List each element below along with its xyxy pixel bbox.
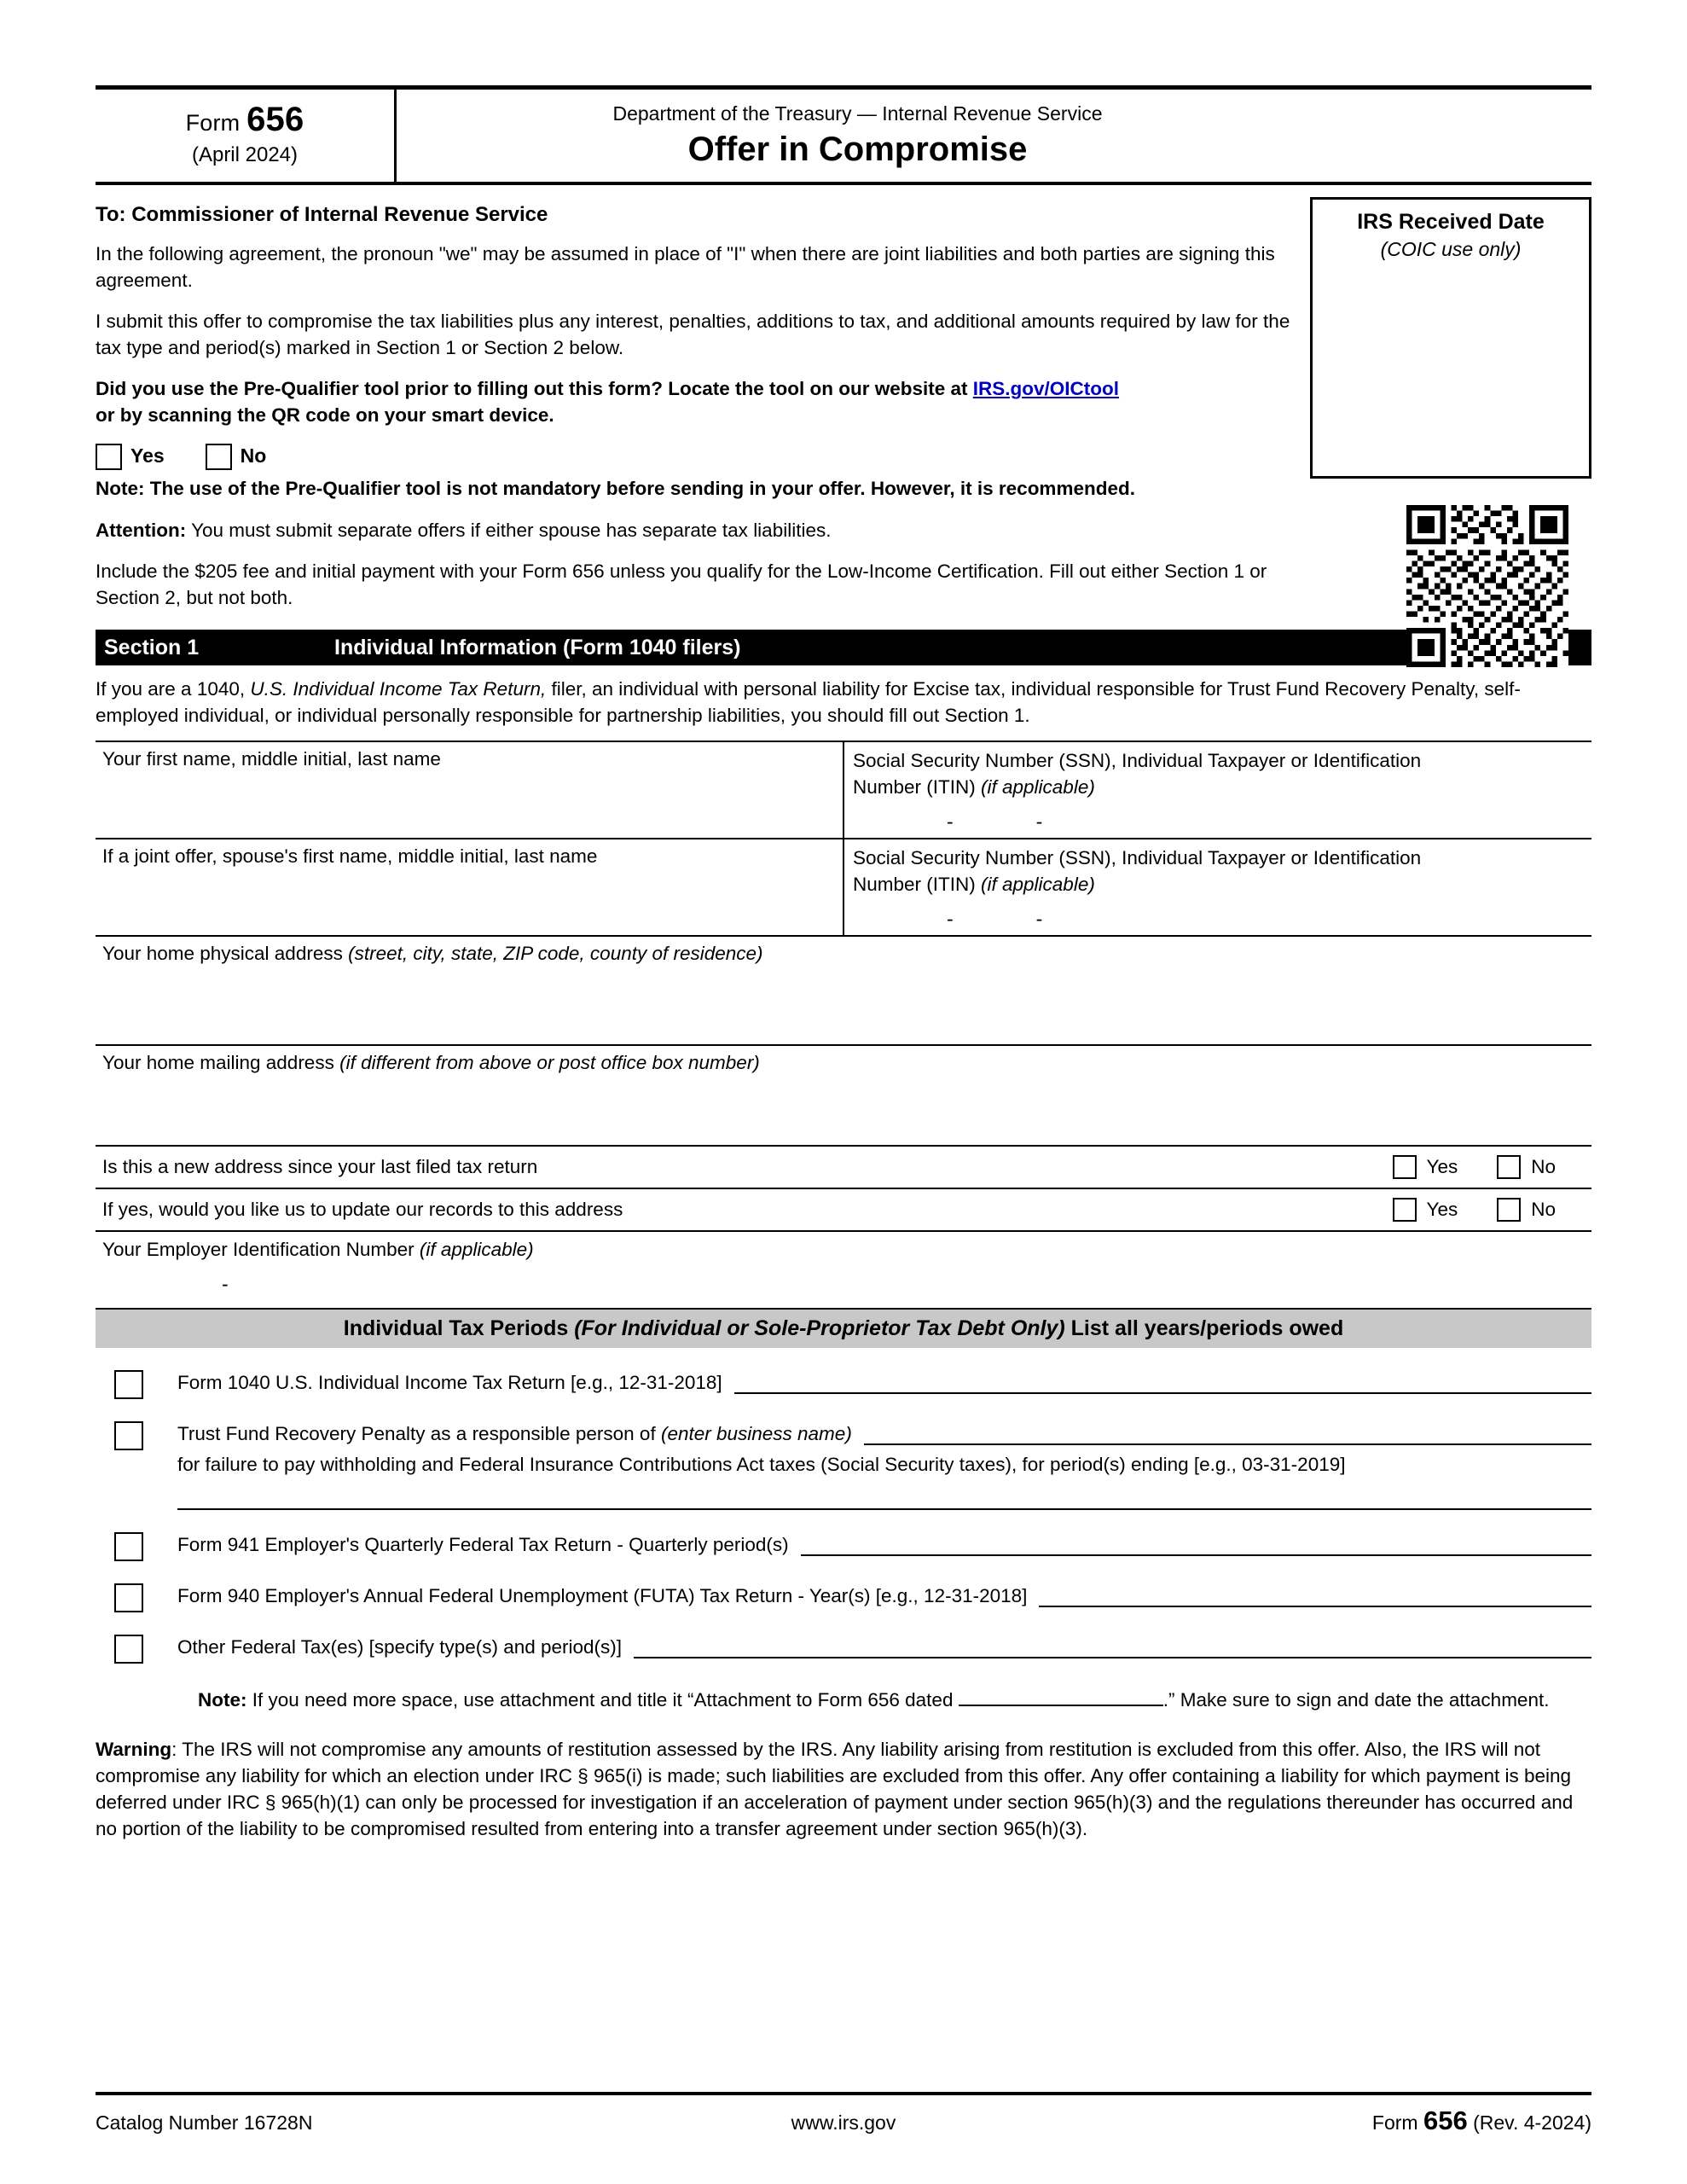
- ssn-label-line1: Social Security Number (SSN), Individual Taxpayer or Identification: [853, 750, 1422, 772]
- home-physical-address-label: Your home physical address: [102, 943, 349, 965]
- ssn-dash-separators: - -: [947, 810, 1045, 834]
- tax-period-item-1040: [96, 1367, 1591, 1399]
- section-1-bar: [96, 630, 1591, 665]
- update-records-yes-label: Yes: [1426, 1199, 1458, 1221]
- update-records-options: [1393, 1198, 1585, 1222]
- form-header: [96, 85, 1591, 185]
- new-address-options: [1393, 1155, 1585, 1179]
- intro-paragraph-2: I submit this offer to compromise the tax liabilities plus any interest, penalties, additions to tax, and additional amounts required by law for the tax type and period(s) marked in Section 1 or Section 2 below.: [96, 311, 1290, 359]
- ssn-label-italic: (if applicable): [981, 775, 1095, 798]
- prequalifier-question: [96, 375, 1315, 428]
- section-1-desc-b: filer, an individual with personal liability for Excise tax, individual responsible for Trust Fund Recovery Penalty, self-employed individual, or individual personally responsible for partnership liabilities, you should fill out Section 1.: [96, 678, 1521, 727]
- form-label: Form: [185, 110, 241, 136]
- irs-website: www.irs.gov: [791, 2111, 896, 2134]
- section-1-description: [96, 676, 1591, 729]
- taxpayer-name-row: [96, 742, 1591, 839]
- intro-paragraph-1: In the following agreement, the pronoun "we" may be assumed in place of "I" when there are joint liabilities and both parties are signing this agreement.: [96, 243, 1275, 292]
- other-federal-tax-checkbox[interactable]: [114, 1635, 143, 1664]
- attention-text: You must submit separate offers if either spouse has separate tax liabilities.: [186, 520, 832, 542]
- update-records-no-checkbox[interactable]: [1497, 1198, 1521, 1222]
- tax-period-item-other: [96, 1631, 1591, 1664]
- individual-tax-periods-bar: [96, 1308, 1591, 1348]
- tax-periods-subtitle: (For Individual or Sole-Proprietor Tax Debt Only): [574, 1316, 1065, 1341]
- trust-fund-recovery-checkbox[interactable]: [114, 1421, 143, 1450]
- footer-form-label: Form: [1371, 2111, 1423, 2134]
- qr-code-icon: [1397, 505, 1578, 667]
- page-title: Offer in Compromise: [687, 131, 1028, 168]
- form-941-periods-input[interactable]: [801, 1529, 1591, 1556]
- home-physical-address-hint: (street, city, state, ZIP code, county of residence): [348, 943, 763, 965]
- form-1040-label: Form 1040 U.S. Individual Income Tax Return [e.g., 12-31-2018]: [177, 1372, 722, 1394]
- form-940-body: [177, 1580, 1591, 1607]
- form-1040-checkbox[interactable]: [114, 1370, 143, 1399]
- irs-received-date-box: [1310, 197, 1591, 479]
- trust-fund-second-line: for failure to pay withholding and Federal Insurance Contributions Act taxes (Social Security taxes), for period(s) ending [e.g., 03-31-2019]: [177, 1454, 1346, 1476]
- trust-fund-recovery-body: [177, 1418, 1591, 1510]
- new-address-yes-checkbox[interactable]: [1393, 1155, 1417, 1179]
- catalog-number: Catalog Number 16728N: [96, 2111, 313, 2134]
- spouse-name-label: If a joint offer, spouse's first name, middle initial, last name: [102, 845, 598, 868]
- attention-paragraph: [96, 517, 1315, 543]
- prequalifier-yes-checkbox[interactable]: [96, 444, 122, 470]
- ein-dash-separator: -: [222, 1273, 229, 1296]
- prequalifier-no-label: No: [240, 444, 267, 468]
- section-1-desc-a: If you are a 1040,: [96, 678, 251, 700]
- spouse-ssn-field[interactable]: [844, 839, 1591, 935]
- attachment-note-label: Note:: [198, 1689, 247, 1711]
- form-1040-periods-input[interactable]: [734, 1367, 1591, 1394]
- form-941-label: Form 941 Employer's Quarterly Federal Tax Return - Quarterly period(s): [177, 1534, 789, 1556]
- attachment-note-text-b: .” Make sure to sign and date the attachment.: [1162, 1689, 1550, 1711]
- ein-label-hint: (if applicable): [419, 1239, 534, 1261]
- other-federal-tax-body: [177, 1631, 1591, 1658]
- section-1-label: Section 1: [104, 635, 200, 659]
- update-records-question: If yes, would you like us to update our records to this address: [102, 1199, 623, 1221]
- home-mailing-address-label: Your home mailing address: [102, 1052, 340, 1074]
- spouse-ssn-dash-separators: - -: [947, 908, 1045, 931]
- spouse-name-field[interactable]: [96, 839, 844, 935]
- irs-received-date-subtitle: (COIC use only): [1380, 238, 1522, 260]
- form-id-block: [96, 90, 397, 182]
- update-records-no-label: No: [1531, 1199, 1556, 1221]
- tax-periods-tail: List all years/periods owed: [1064, 1316, 1344, 1341]
- tax-period-item-941: [96, 1529, 1591, 1561]
- warning-text: : The IRS will not compromise any amounts of restitution assessed by the IRS. Any liability arising from restitution is excluded from this offer. Also, the IRS will not compromise any liability for which an election under IRC § 965(i) is made; such liabilities are excluded from this offer. Any offer containing a liability for which payment is being deferred under IRC § 965(h)(1) can only be processed for investigation if an acceleration of payment under section 965(h)(3) and the regulations thereunder has occurred and no portion of the liability to be compromised resulted from entering into a transfer agreement under section 965(h)(3).: [96, 1738, 1574, 1840]
- update-records-question-row: [96, 1189, 1591, 1232]
- department-line: Department of the Treasury — Internal Revenue Service: [612, 102, 1103, 125]
- other-federal-tax-label: Other Federal Tax(es) [specify type(s) and period(s)]: [177, 1636, 623, 1658]
- form-number-line: [186, 101, 304, 139]
- attention-label: Attention:: [96, 520, 187, 542]
- irs-oic-tool-link[interactable]: IRS.gov/OICtool: [972, 378, 1120, 400]
- section-1-desc-italic: U.S. Individual Income Tax Return,: [250, 678, 547, 700]
- taxpayer-info-grid: [96, 741, 1591, 1296]
- spouse-name-row: [96, 839, 1591, 937]
- home-mailing-address-field[interactable]: [96, 1046, 1591, 1147]
- form-title-block: [397, 90, 1591, 182]
- form-940-label: Form 940 Employer's Annual Federal Unemployment (FUTA) Tax Return - Year(s) [e.g., 12-31-2018]: [177, 1585, 1028, 1607]
- form-revision-date: (April 2024): [191, 143, 299, 166]
- fee-paragraph: Include the $205 fee and initial payment with your Form 656 unless you qualify for the Low-Income Certification. Fill out either Section 1 or Section 2, but not both.: [96, 561, 1267, 609]
- your-ssn-field[interactable]: [844, 742, 1591, 838]
- intro-text-column: [96, 200, 1315, 611]
- spouse-ssn-label-line2: Number (ITIN): [853, 873, 982, 895]
- spouse-ssn-label-italic: (if applicable): [981, 873, 1095, 895]
- footer-form-id: [1093, 2106, 1591, 2136]
- form-940-checkbox[interactable]: [114, 1583, 143, 1612]
- ein-field[interactable]: [96, 1232, 1591, 1296]
- new-address-question: Is this a new address since your last filed tax return: [102, 1156, 538, 1178]
- prequalifier-question-text: Did you use the Pre-Qualifier tool prior to filling out this form? Locate the tool on our website at: [96, 378, 973, 400]
- new-address-question-row: [96, 1147, 1591, 1189]
- prequalifier-note: Note: The use of the Pre-Qualifier tool is not mandatory before sending in your offer. However, it is recommended.: [96, 478, 1135, 500]
- update-records-yes-checkbox[interactable]: [1393, 1198, 1417, 1222]
- new-address-yes-label: Yes: [1426, 1156, 1458, 1178]
- home-mailing-address-hint: (if different from above or post office box number): [339, 1052, 760, 1074]
- new-address-no-checkbox[interactable]: [1497, 1155, 1521, 1179]
- intro-section: [96, 185, 1591, 611]
- tax-period-item-tfrp: [96, 1418, 1591, 1510]
- footer-form-revision: (Rev. 4-2024): [1467, 2111, 1592, 2134]
- attachment-note-text-a: If you need more space, use attachment and title it “Attachment to Form 656 dated: [246, 1689, 959, 1711]
- tfrp-label-hint: (enter business name): [660, 1423, 852, 1445]
- ssn-label-line2: Number (ITIN): [853, 775, 982, 798]
- prequalifier-question-text-2: or by scanning the QR code on your smart device.: [96, 404, 554, 427]
- prequalifier-yesno-row: [96, 443, 1315, 470]
- your-name-label: Your first name, middle initial, last name: [102, 748, 441, 770]
- form-number: 656: [246, 101, 304, 138]
- home-physical-address-field[interactable]: [96, 937, 1591, 1046]
- your-name-field[interactable]: [96, 742, 844, 838]
- warning-paragraph: [96, 1736, 1591, 1842]
- form-941-checkbox[interactable]: [114, 1532, 143, 1561]
- trust-fund-periods-input[interactable]: [177, 1483, 1591, 1510]
- form-940-periods-input[interactable]: [1039, 1580, 1591, 1607]
- form-1040-body: [177, 1367, 1591, 1394]
- other-federal-tax-input[interactable]: [634, 1631, 1591, 1658]
- new-address-no-label: No: [1531, 1156, 1556, 1178]
- form-footer: [96, 2092, 1591, 2136]
- attachment-date-input[interactable]: [959, 1686, 1163, 1706]
- trust-fund-recovery-label: [177, 1423, 852, 1445]
- prequalifier-yes-label: Yes: [130, 444, 165, 468]
- spouse-ssn-label-line1: Social Security Number (SSN), Individual Taxpayer or Identification: [853, 847, 1422, 869]
- ein-label: Your Employer Identification Number: [102, 1239, 420, 1261]
- form-941-body: [177, 1529, 1591, 1556]
- tax-periods-title: Individual Tax Periods: [343, 1316, 575, 1341]
- attachment-note: [198, 1686, 1597, 1714]
- irs-received-date-title: IRS Received Date: [1357, 210, 1545, 234]
- to-commissioner-line: To: Commissioner of Internal Revenue Service: [96, 203, 548, 226]
- prequalifier-no-checkbox[interactable]: [206, 444, 232, 470]
- trust-fund-business-name-input[interactable]: [864, 1418, 1591, 1445]
- tax-period-item-940: [96, 1580, 1591, 1612]
- warning-label: Warning: [96, 1738, 172, 1760]
- section-1-title: Individual Information (Form 1040 filers): [334, 635, 741, 659]
- footer-form-number: 656: [1423, 2106, 1468, 2135]
- tfrp-label-text: Trust Fund Recovery Penalty as a responsible person of: [177, 1423, 661, 1445]
